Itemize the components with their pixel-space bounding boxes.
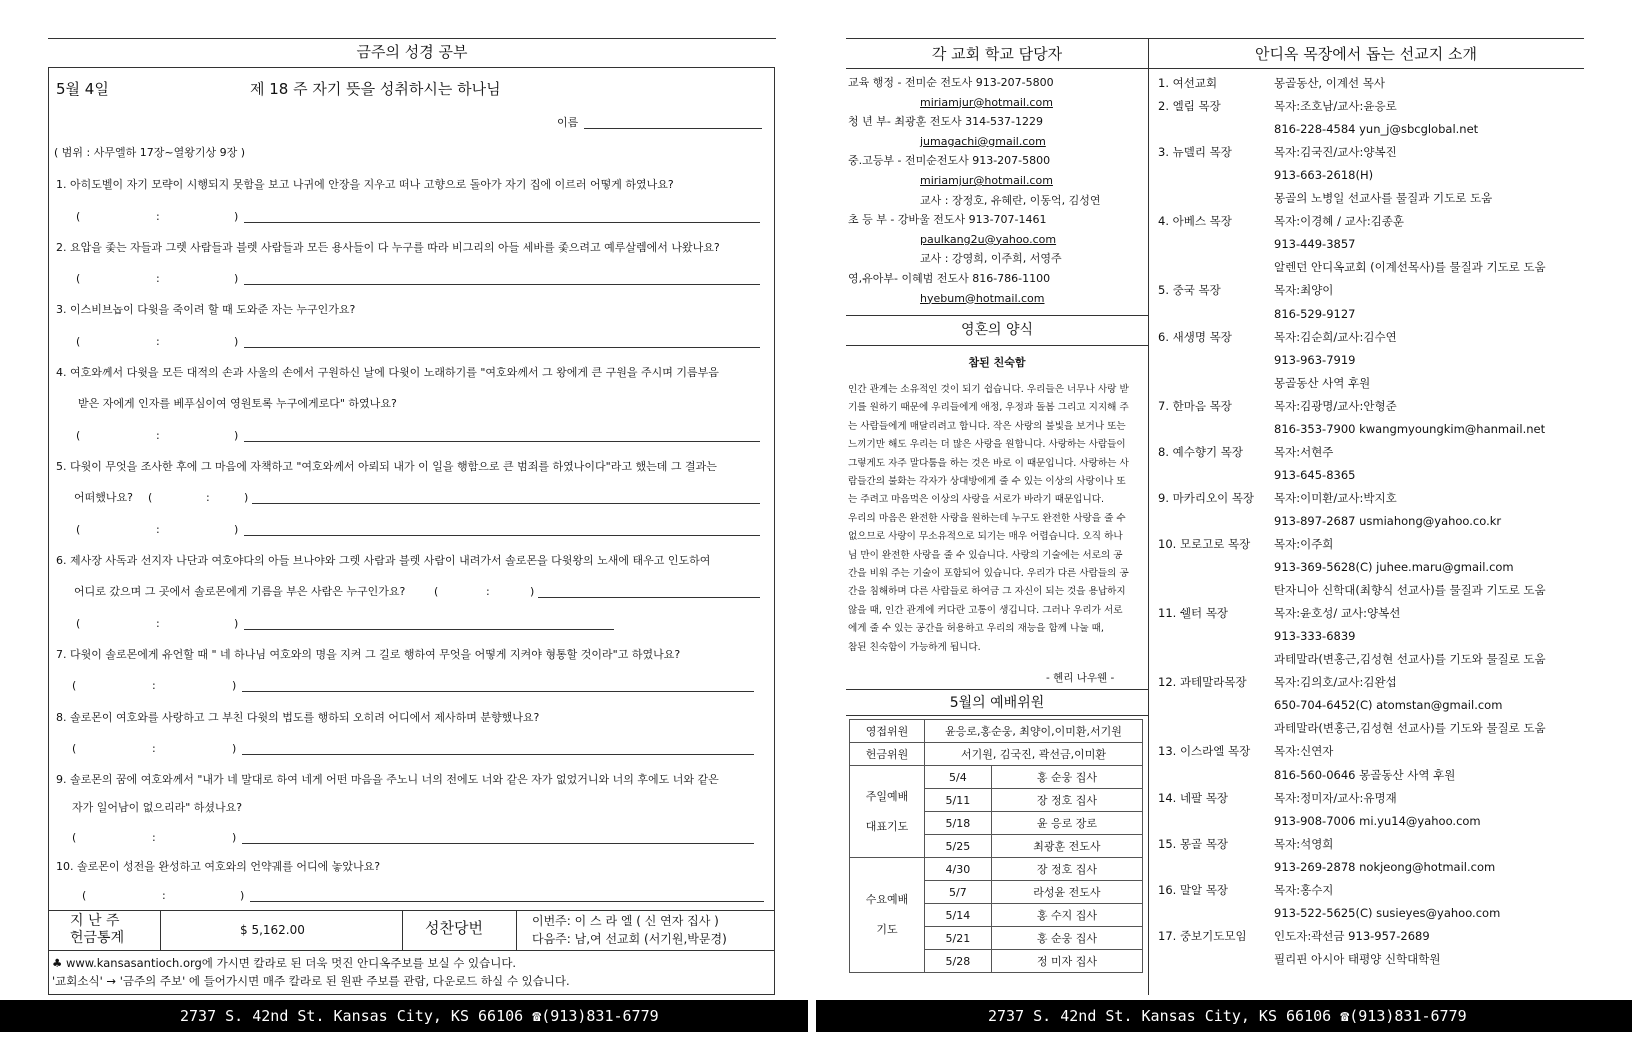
mission-detail: 650-704-6452(C) atomstan@gmail.com <box>1274 698 1503 713</box>
school-line: 교육 행정 - 전미순 전도사 913-207-5800 <box>848 76 1054 89</box>
answer-colon: : <box>152 742 156 755</box>
school-line: 교사 : 강영희, 이주희, 서영주 <box>920 252 1062 266</box>
school-line: 영,유아부- 이혜범 전도사 816-786-1100 <box>848 272 1051 285</box>
mission-name: 2. 엘림 목장 <box>1158 99 1221 114</box>
wednesday-date: 5/14 <box>925 904 992 927</box>
mission-detail: 913-645-8365 <box>1274 467 1356 482</box>
soul-line: 람들간의 불화는 각자가 상대방에게 줄 수 있는 이상의 사랑이나 또 <box>848 476 1126 487</box>
soul-line: 기를 원하기 때문에 우리들에게 애정, 우정과 돌봄 그리고 지지해 주 <box>848 402 1129 414</box>
choir-label: 성찬당번 <box>425 919 483 937</box>
school-line: miriamjur@hotmail.com <box>920 174 1053 187</box>
wednesday-name: 홍 수지 집사 <box>991 904 1142 927</box>
worship-schedule <box>849 719 1143 973</box>
answer-close: ) <box>234 617 239 630</box>
sunday-date: 5/18 <box>925 812 992 835</box>
sunday-date: 5/4 <box>925 766 992 789</box>
question-1: 1. 아히도벨이 자기 모략이 시행되지 못함을 보고 나귀에 안장을 지우고 떠나 고향으로 돌아가 자기 집에 이르러 어떻게 하였나요? <box>56 178 674 191</box>
school-line: jumagachi@gmail.com <box>920 134 1046 148</box>
offering-amount: $ 5,162.00 <box>240 923 305 937</box>
answer-colon: : <box>152 831 156 844</box>
answer-close: ) <box>530 585 535 598</box>
answer-close: ) <box>234 335 239 348</box>
question-5: 5. 다윗이 무엇을 조사한 후에 그 마음에 자책하고 "여호와께서 아뢰되 내가 이 일을 행함으로 큰 범죄를 하였나이다"라고 했는데 그 결과는 <box>56 460 717 473</box>
name-field[interactable] <box>584 128 762 129</box>
answer-open: ( <box>72 679 77 692</box>
answer-close: ) <box>234 429 239 442</box>
stats-label-2: 헌금통계 <box>70 930 125 946</box>
worship-header: 5월의 예배위원 <box>949 695 1045 711</box>
question-6-cont: 어디로 갔으며 그 곳에서 솔로몬에게 기름을 부은 사람은 누구인가요? <box>74 585 406 598</box>
mission-detail: 목자:정미자/교사:유명재 <box>1274 790 1397 805</box>
school-header: 각 교회 학교 담당자 <box>931 45 1063 63</box>
wednesday-label <box>850 858 925 973</box>
answer-open: ( <box>72 742 77 755</box>
soul-line: 느끼기만 해도 우리는 더 많은 사랑을 원합니다. 사랑하는 사람들이 <box>848 439 1126 451</box>
answer-colon: : <box>156 272 160 285</box>
mission-detail: 816-353-7900 kwangmyoungkim@hanmail.net <box>1274 421 1546 436</box>
row-label: 영접위원 <box>850 720 925 743</box>
answer-close: ) <box>234 210 239 223</box>
mission-name: 1. 여선교회 <box>1158 76 1218 90</box>
soul-author: - 헨리 나우웬 - <box>1046 672 1115 684</box>
soul-line: 참된 친숙함이 가능하게 됩니다. <box>848 641 981 653</box>
sunday-name: 최광훈 전도사 <box>991 835 1142 858</box>
missions-header: 안디옥 목장에서 돕는 선교지 소개 <box>1255 45 1477 63</box>
mission-name: 6. 새생명 목장 <box>1158 329 1232 344</box>
mission-detail: 목자:홍수지 <box>1274 882 1334 897</box>
mission-detail: 목자:이경혜 / 교사:김종훈 <box>1274 214 1405 229</box>
answer-field-5b[interactable] <box>244 535 760 536</box>
answer-close: ) <box>234 272 239 285</box>
question-7: 7. 다윗이 솔로몬에게 유언할 때 " 네 하나님 여호와의 명을 지켜 그 길로 행하여 무엇을 어떻게 지켜야 형통할 것이라"고 하였나요? <box>56 648 681 661</box>
mission-detail: 목자:서현주 <box>1274 444 1334 459</box>
mission-detail: 목자:김순희/교사:김수연 <box>1274 329 1397 344</box>
answer-close: ) <box>232 679 237 692</box>
mission-detail: 913-522-5625(C) susieyes@yahoo.com <box>1274 905 1501 920</box>
answer-field-6b[interactable] <box>244 629 614 630</box>
answer-field-4[interactable] <box>244 441 760 442</box>
mission-detail: 목자:김의호/교사:김완섭 <box>1274 675 1397 690</box>
mission-detail: 과테말라(변홍근,김성현 선교사)를 기도와 물질로 도움 <box>1274 721 1546 736</box>
question-9: 9. 솔로몬의 꿈에 여호와께서 "내가 네 말대로 하여 네게 어떤 마음을 주노니 너의 전에도 너와 같은 자가 없었거니와 너의 후에도 너와 같은 <box>56 773 719 786</box>
stats-label: 지 난 주 <box>70 913 120 929</box>
mission-detail: 몽골동산 사역 후원 <box>1274 375 1371 390</box>
row-label: 헌금위원 <box>850 743 925 766</box>
answer-colon: : <box>486 585 490 598</box>
study-date: 5월 4일 <box>56 80 109 98</box>
mission-detail: 목자:윤호성/ 교사:양복선 <box>1274 606 1401 621</box>
wednesday-name: 장 정호 집사 <box>991 858 1142 881</box>
study-header: 금주의 성경 공부 <box>356 43 468 61</box>
mission-detail: 913-333-6839 <box>1274 629 1356 644</box>
answer-open: ( <box>148 491 153 504</box>
answer-colon: : <box>156 429 160 442</box>
answer-field-7[interactable] <box>242 691 754 692</box>
mission-detail: 913-369-5628(C) juhee.maru@gmail.com <box>1274 560 1514 575</box>
school-line: 중.고등부 - 전미순전도사 913-207-5800 <box>848 154 1051 168</box>
mission-detail: 목자:조호남/교사:윤응로 <box>1274 99 1397 114</box>
question-6: 6. 제사장 사독과 선지자 나단과 여호야다의 아들 브나야와 그렛 사람과 블렛 사람이 내려가서 솔로몬을 다윗왕의 노새에 태우고 인도하여 <box>56 554 711 567</box>
answer-colon: : <box>206 491 210 504</box>
wednesday-name: 라성윤 전도사 <box>991 881 1142 904</box>
soul-line: 간을 비워 주는 기술이 포함되어 있습니다. 우리가 다른 사람들의 공 <box>848 568 1129 579</box>
answer-field-6a[interactable] <box>538 597 760 598</box>
answer-open: ( <box>76 272 81 285</box>
wednesday-date: 5/7 <box>925 881 992 904</box>
website-notice: ♣ www.kansasantioch.org에 가시면 칼라로 된 더욱 멋진 안디옥주보를 보실 수 있습니다. <box>52 956 517 970</box>
wednesday-name: 홍 순웅 집사 <box>991 927 1142 950</box>
mission-name: 4. 아베스 목장 <box>1158 214 1232 229</box>
answer-open: ( <box>76 335 81 348</box>
mission-name: 3. 뉴델리 목장 <box>1158 145 1232 160</box>
mission-name: 16. 말알 목장 <box>1158 882 1229 897</box>
wednesday-date: 4/30 <box>925 858 992 881</box>
mission-detail: 816-228-4584 yun_j@sbcglobal.net <box>1274 122 1479 137</box>
question-8: 8. 솔로몬이 여호와를 사랑하고 그 부친 다윗의 법도를 행하되 오히려 어디에서 제사하며 분향했나요? <box>56 711 540 724</box>
answer-close: ) <box>244 491 249 504</box>
mission-name: 5. 중국 목장 <box>1158 283 1221 298</box>
school-line: 교사 : 장정호, 유혜란, 이동억, 김성연 <box>920 193 1101 207</box>
soul-line: 에게 줄 수 있는 공간을 허용하고 우리의 재능을 함께 나눌 때, <box>848 623 1104 635</box>
sunday-date: 5/25 <box>925 835 992 858</box>
mission-detail: 913-269-2878 nokjeong@hotmail.com <box>1274 859 1496 874</box>
wednesday-date: 5/21 <box>925 927 992 950</box>
answer-field-9[interactable] <box>242 843 754 844</box>
mission-name: 10. 모로고로 목장 <box>1158 537 1251 551</box>
answer-colon: : <box>152 679 156 692</box>
soul-title: 참된 친숙함 <box>968 356 1026 369</box>
mission-detail: 목자:최양이 <box>1274 283 1334 298</box>
sunday-date: 5/11 <box>925 789 992 812</box>
mission-detail: 알렌던 안디옥교회 (이계선목사)를 물질과 기도로 도움 <box>1274 260 1546 275</box>
school-line: miriamjur@hotmail.com <box>920 95 1053 109</box>
answer-close: ) <box>234 523 239 536</box>
question-3: 3. 이스비브놉이 다윗을 죽이려 할 때 도와준 자는 누구인가요? <box>56 303 356 316</box>
mission-detail: 913-897-2687 usmiahong@yahoo.co.kr <box>1274 513 1502 528</box>
soul-line: 님 만이 완전한 사랑을 줄 수 있습니다. 사랑의 기술에는 서로의 공 <box>848 549 1123 561</box>
download-notice: '교회소식' → '금주의 주보' 에 들어가시면 매주 칼라로 된 원판 주보를 관람, 다운로드 하실 수 있습니다. <box>52 974 570 988</box>
scripture-range: ( 범위 : 사무엘하 17장~열왕기상 9장 ) <box>54 146 245 159</box>
mission-name: 15. 몽골 목장 <box>1158 836 1229 851</box>
school-line: 초 등 부 - 강바울 전도사 913-707-1461 <box>848 213 1047 227</box>
answer-field-5a[interactable] <box>252 503 760 504</box>
soul-line: 는 주려고 마음먹은 이상의 사랑을 서로가 바라기 때문입니다. <box>848 494 1105 506</box>
sunday-name: 홍 순웅 집사 <box>991 766 1142 789</box>
answer-colon: : <box>162 889 166 902</box>
choir-next-week: 다음주: 남,여 선교회 (서기원,박문경) <box>532 932 727 946</box>
answer-open: ( <box>72 831 77 844</box>
sunday-label <box>850 766 925 858</box>
sunday-name: 윤 응로 장로 <box>991 812 1142 835</box>
mission-detail: 탄자니아 신학대(최향식 선교사)를 물질과 기도로 도움 <box>1274 583 1546 598</box>
soul-line: 는 사람들에게 매달리려고 합니다. 작은 사랑의 불빛을 보거나 또는 <box>848 420 1126 432</box>
wednesday-label-2: 기도 <box>876 923 898 936</box>
mission-detail: 목자:김광명/교사:안형준 <box>1274 398 1397 413</box>
question-4: 4. 여호와께서 다윗을 모든 대적의 손과 사울의 손에서 구원하신 날에 다윗이 노래하기를 "여호와께서 그 왕에게 큰 구원을 주시며 기름부음 <box>56 366 719 379</box>
mission-name: 8. 예수향기 목장 <box>1158 444 1243 459</box>
mission-detail: 816-529-9127 <box>1274 306 1356 321</box>
question-5-cont: 어떠했나요? <box>74 491 133 504</box>
answer-open: ( <box>76 429 81 442</box>
left-footer <box>0 1000 808 1032</box>
wednesday-name: 정 미자 집사 <box>991 950 1142 973</box>
answer-open: ( <box>76 617 81 630</box>
mission-name: 13. 이스라엘 목장 <box>1158 744 1251 759</box>
answer-colon: : <box>156 617 160 630</box>
mission-name: 14. 네팔 목장 <box>1158 790 1229 805</box>
address-text: 2737 S. 42nd St. Kansas City, KS 66106 ☎(913)831-6779 <box>988 1007 1467 1025</box>
answer-close: ) <box>232 742 237 755</box>
answer-open: ( <box>76 210 81 223</box>
lesson-title: 제 18 주 자기 뜻을 성취하시는 하나님 <box>250 80 501 98</box>
answer-colon: : <box>156 335 160 348</box>
wednesday-label-1: 수요예배 <box>865 893 909 906</box>
mission-name: 17. 중보기도모임 <box>1158 928 1247 943</box>
mission-detail: 913-963-7919 <box>1274 352 1356 367</box>
soul-line: 간을 침해하며 다른 사람들로 하여금 그 자신이 되는 것을 용납하지 <box>848 586 1126 598</box>
school-line: hyebum@hotmail.com <box>920 291 1045 305</box>
answer-open: ( <box>76 523 81 536</box>
name-label: 이름 <box>557 116 579 129</box>
soul-line: 우리의 마음은 완전한 사랑을 원하는데 누구도 완전한 사랑을 줄 수 <box>848 512 1126 524</box>
choir-this-week: 이번주: 이 스 라 엘 ( 신 연자 집사 ) <box>532 914 719 928</box>
sunday-name: 장 정호 집사 <box>991 789 1142 812</box>
soul-line: 그렇게도 자주 말다툼을 하는 것은 바로 이 때문입니다. 사랑하는 사 <box>848 457 1129 469</box>
school-line: paulkang2u@yahoo.com <box>920 232 1057 246</box>
mission-detail: 목자:석영희 <box>1274 836 1334 851</box>
row-value: 서기원, 김국진, 곽선금,이미환 <box>925 743 1143 766</box>
soul-line: 없으므로 사랑이 무소유적으로 되기는 매우 어렵습니다. 오직 하나 <box>848 531 1123 543</box>
mission-detail: 인도자:곽선금 913-957-2689 <box>1274 928 1430 943</box>
answer-open: ( <box>82 889 87 902</box>
mission-name: 12. 과테말라목장 <box>1158 675 1247 690</box>
mission-detail: 816-560-0646 몽골동산 사역 후원 <box>1274 767 1456 782</box>
mission-detail: 913-449-3857 <box>1274 237 1356 252</box>
sunday-label-2: 대표기도 <box>865 819 909 833</box>
mission-detail: 필리핀 아시아 태평양 신학대학원 <box>1274 951 1441 966</box>
answer-field-2[interactable] <box>244 284 760 285</box>
answer-close: ) <box>232 831 237 844</box>
sunday-label-1: 주일예배 <box>865 789 909 803</box>
question-2: 2. 요압을 좇는 자들과 그렛 사람들과 블렛 사람들과 모든 용사들이 다 누구를 따라 비그리의 아들 세바를 좇으려고 예루살렘에서 나왔나요? <box>56 241 720 254</box>
question-9-cont: 자가 일어남이 없으리라" 하셨나요? <box>72 801 243 814</box>
soul-header: 영혼의 양식 <box>960 322 1034 338</box>
answer-field-8[interactable] <box>242 754 754 755</box>
mission-name: 7. 한마음 목장 <box>1158 398 1232 413</box>
mission-detail: 몽골의 노병일 선교사를 물질과 기도로 도움 <box>1274 191 1493 206</box>
mission-detail: 913-908-7006 mi.yu14@yahoo.com <box>1274 813 1481 828</box>
address-text: 2737 S. 42nd St. Kansas City, KS 66106 ☎(913)831-6779 <box>180 1007 659 1025</box>
answer-field-3[interactable] <box>244 347 760 348</box>
answer-close: ) <box>240 889 245 902</box>
answer-colon: : <box>156 523 160 536</box>
answer-open: ( <box>434 585 439 598</box>
mission-name: 9. 마카리오이 목장 <box>1158 490 1255 505</box>
mission-detail: 목자:신연자 <box>1274 744 1334 759</box>
answer-field-1[interactable] <box>244 222 760 223</box>
question-4-cont: 받은 자에게 인자를 베푸심이여 영원토록 누구에게로다" 하였나요? <box>78 397 397 410</box>
mission-name: 11. 쉘터 목장 <box>1158 606 1229 621</box>
soul-line: 인간 관계는 소유적인 것이 되기 쉽습니다. 우리들은 너무나 사랑 받 <box>848 384 1129 395</box>
wednesday-date: 5/28 <box>925 950 992 973</box>
row-value: 윤응로,홍순웅, 최양이,이미환,서기원 <box>925 720 1143 743</box>
soul-line: 않을 때, 인간 관계에 커다란 고통이 생깁니다. 그러나 우리가 서로 <box>848 604 1123 616</box>
school-line: 청 년 부- 최광훈 전도사 314-537-1229 <box>848 115 1044 129</box>
mission-detail: 과테말라(변홍근,김성현 선교사)를 기도와 물질로 도움 <box>1274 652 1546 667</box>
mission-detail: 목자:김국진/교사:양복진 <box>1274 145 1397 160</box>
mission-detail: 몽골동산, 이계선 목사 <box>1274 76 1385 90</box>
right-footer <box>816 1000 1632 1032</box>
mission-detail: 목자:이주희 <box>1274 537 1334 551</box>
mission-detail: 913-663-2618(H) <box>1274 168 1374 183</box>
answer-colon: : <box>156 210 160 223</box>
question-10: 10. 솔로몬이 성전을 완성하고 여호와의 언약궤를 어디에 놓았나요? <box>56 860 381 873</box>
answer-field-10[interactable] <box>250 901 764 902</box>
mission-detail: 목자:이미환/교사:박지호 <box>1274 490 1397 505</box>
